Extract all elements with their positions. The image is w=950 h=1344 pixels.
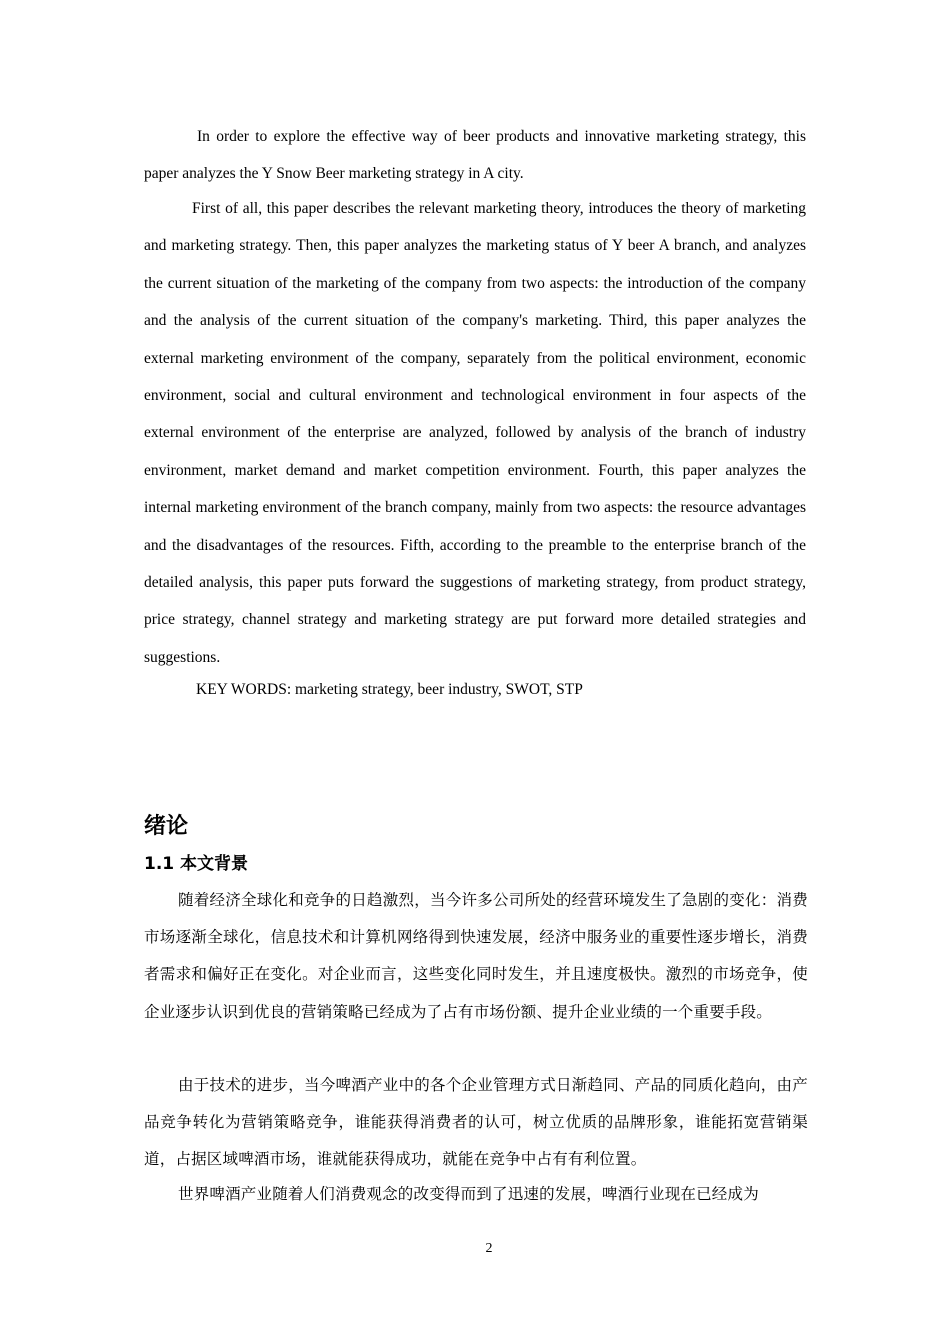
abstract-paragraph: First of all, this paper describes the relevant marketing theory, introduces the theory of marketing and marketing strategy. Then, this paper analyzes the marketing status of Y beer A branch, and analyzes the current situation of the marketing of the company from two aspects: the introduction of the company and the analysis of the current situation of the company's marketing. Third, this paper analyzes the external marketing environment of the company, separately from the political environment, economic environment, social and cultural environment and technological environment in four aspects of the external environment of the enterprise are analyzed, followed by analysis of the branch of industry environment, market demand and market competition environment. Fourth, this paper analyzes the internal marketing environment of the branch company, mainly from two aspects: the resource advantages and the disadvantages of the resources. Fifth, according to the preamble to the enterprise branch of the detailed analysis, this paper puts forward the suggestions of marketing strategy, from product strategy, price strategy, channel strategy and marketing strategy are put forward more detailed strategies and suggestions. (144, 200, 806, 666)
keywords-line: KEY WORDS: marketing strategy, beer industry, SWOT, STP (196, 681, 583, 698)
chapter-heading: 绪论 (144, 814, 189, 839)
body-paragraph: 由于技术的进步，当今啤酒产业中的各个企业管理方式日渐趋同、产品的同质化趋向，由产品竞争转化为营销策略竞争，谁能获得消费者的认可，树立优质的品牌形象，谁能拓宽营销渠道，占据区域啤酒市场，谁就能获得成功，就能在竞争中占有有利位置。 (144, 1076, 808, 1169)
page-number: 2 (485, 1241, 493, 1256)
body-paragraph: 世界啤酒产业随着人们消费观念的改变得而到了迅速的发展，啤酒行业现在已经成为 (178, 1185, 759, 1203)
section-heading: 1.1 本文背景 (144, 854, 249, 874)
body-paragraph: 随着经济全球化和竞争的日趋激烈，当今许多公司所处的经营环境发生了急剧的变化：消费市场逐渐全球化，信息技术和计算机网络得到快速发展，经济中服务业的重要性逐步增长，消费者需求和偏好正在变化。对企业而言，这些变化同时发生，并且速度极快。激烈的市场竞争，使企业逐步认识到优良的营销策略已经成为了占有市场份额、提升企业业绩的一个重要手段。 (144, 891, 808, 1021)
abstract-paragraph: In order to explore the effective way of beer products and innovative marketing strategy, this paper analyzes the Y Snow Beer marketing strategy in A city. (144, 128, 806, 183)
